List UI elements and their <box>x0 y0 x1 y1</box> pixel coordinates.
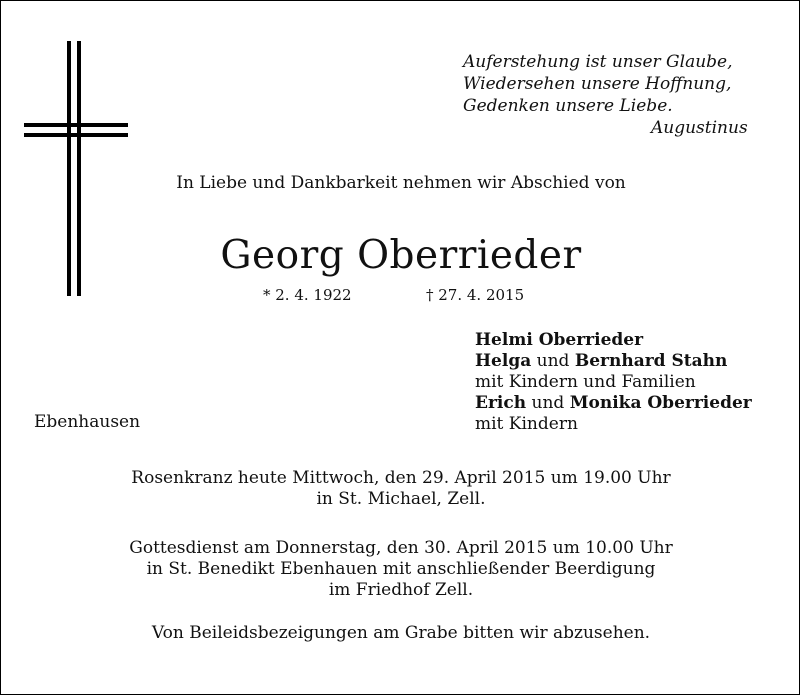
birth-date: * 2. 4. 1922 <box>263 286 352 304</box>
deceased-name: Georg Oberrieder <box>220 233 582 278</box>
place-name: Ebenhausen <box>34 412 141 432</box>
mourner-line: Erich und Monika Oberrieder <box>475 393 752 413</box>
mourner-line: mit Kindern <box>475 414 578 434</box>
mourner-line: Helga und Bernhard Stahn <box>475 351 728 371</box>
quote-line: Wiedersehen unsere Hoffnung, <box>463 74 732 94</box>
service-info: Gottesdienst am Donnerstag, den 30. April 2015 um 10.00 Uhr in St. Benedikt Ebenhauen mit anschließender Beerdigung im Friedhof Zell. <box>129 538 673 600</box>
mourners-list <box>475 330 752 435</box>
quote <box>463 51 783 139</box>
rosary-info: Rosenkranz heute Mittwoch, den 29. April 2015 um 19.00 Uhr in St. Michael, Zell. <box>131 468 671 509</box>
quote-line: Gedenken unsere Liebe. <box>463 96 673 116</box>
intro-text: In Liebe und Dankbarkeit nehmen wir Abschied von <box>176 173 626 193</box>
mourner-line: Helmi Oberrieder <box>475 330 644 350</box>
death-date: † 27. 4. 2015 <box>426 286 525 304</box>
quote-author: Augustinus <box>651 118 748 138</box>
quote-line: Auferstehung ist unser Glaube, <box>463 52 733 72</box>
mourner-line: mit Kindern und Familien <box>475 372 696 392</box>
closing-note: Von Beileidsbezeigungen am Grabe bitten wir abzusehen. <box>151 623 651 643</box>
